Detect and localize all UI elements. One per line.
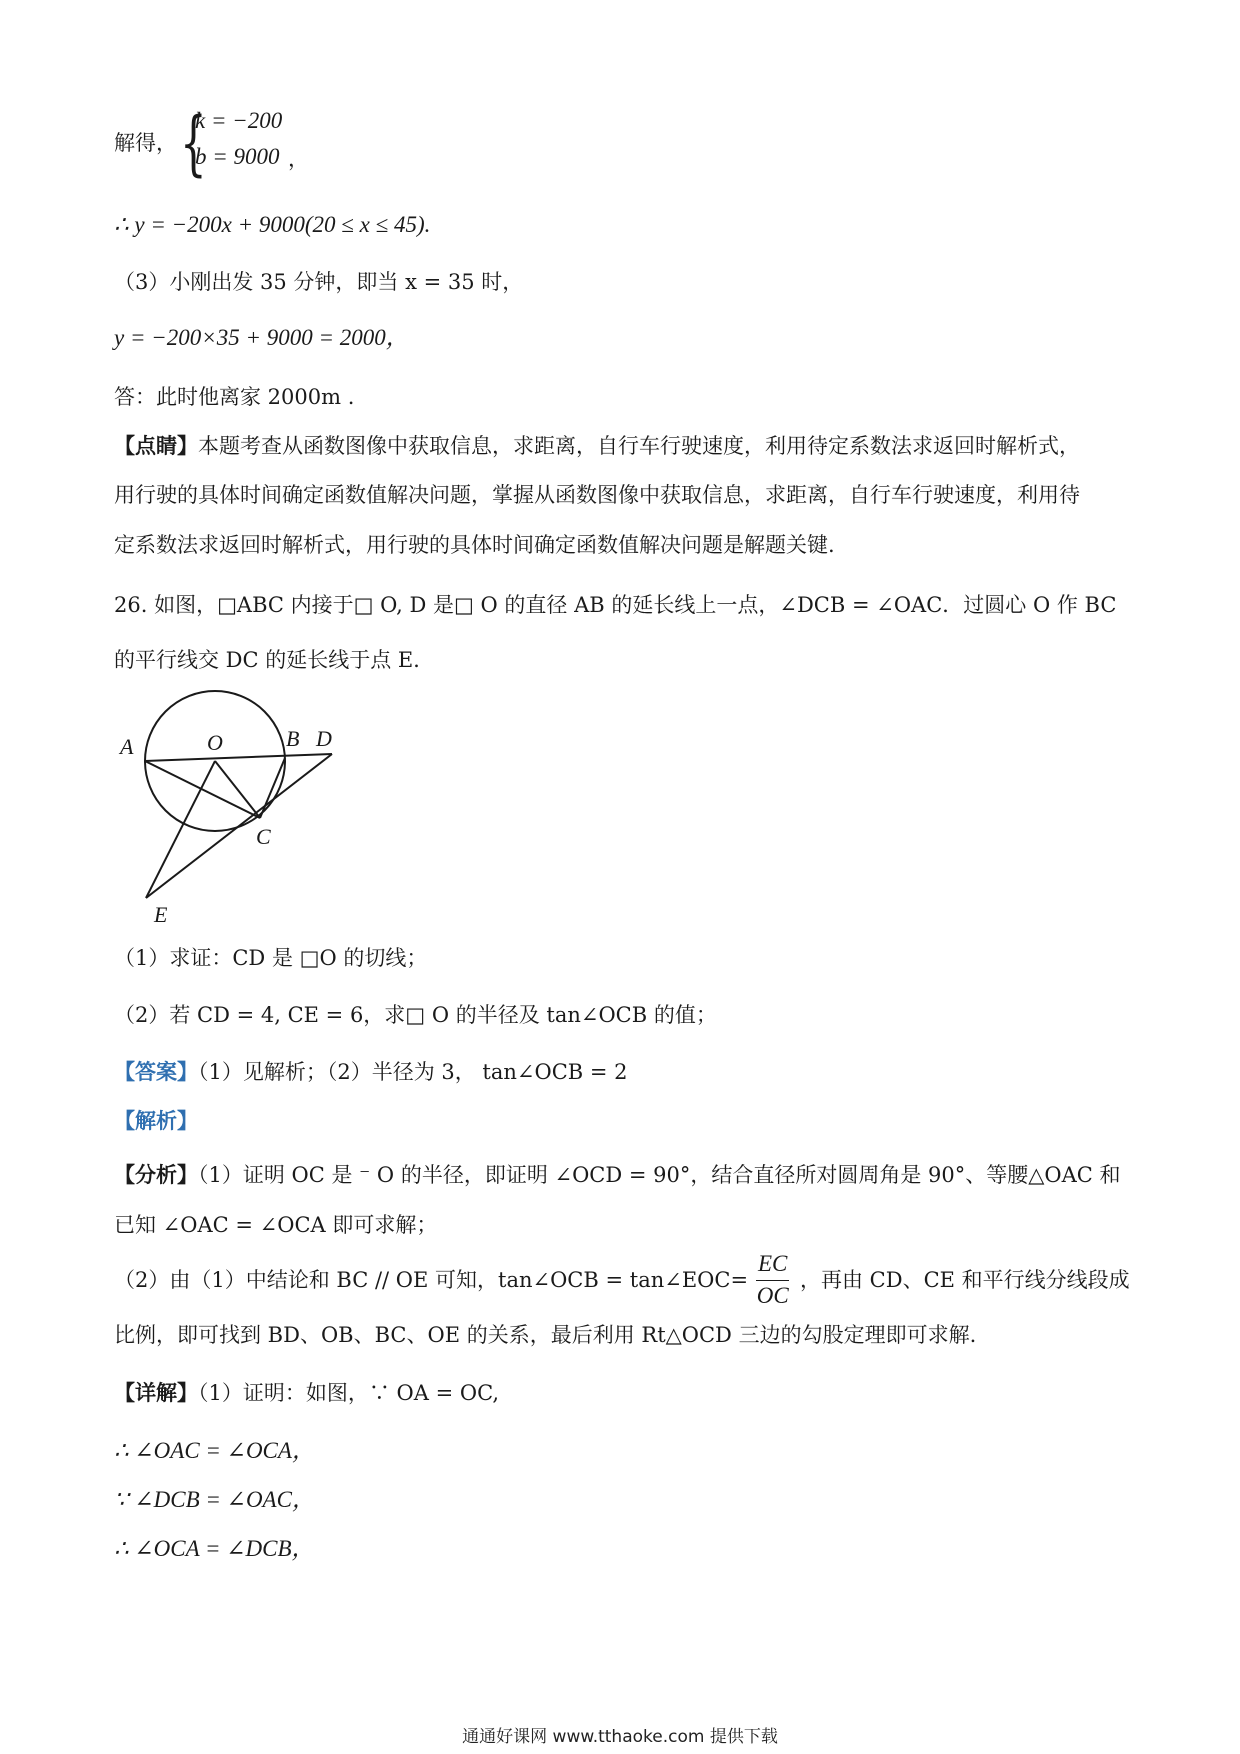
label-o: O: [207, 730, 223, 755]
b-equation: b = 9000: [195, 144, 280, 169]
k-equation: k = −200: [195, 108, 283, 133]
detail-line4: ∴ ∠OCA = ∠DCB，: [114, 1536, 315, 1561]
page-footer: 通通好课网 www.tthaoke.com 提供下载: [462, 1727, 778, 1747]
label-e: E: [154, 902, 168, 927]
comment-tag: 【点睛】: [114, 433, 198, 458]
analysis-line1: [114, 1160, 1121, 1190]
analysis-tag-inline: 【分析】: [114, 1162, 198, 1187]
line-ac: [145, 761, 260, 818]
question-2: （2）若 CD = 4, CE = 6，求□ O 的半径及 tan∠OCB 的值；: [114, 1003, 717, 1027]
answer-text: （1）见解析；（2）半径为 3， tan∠OCB = 2: [198, 1060, 628, 1084]
analysis-line4: 比例，即可找到 BD、OB、BC、OE 的关系，最后利用 Rt△OCD 三边的勾股定理即可求解.: [114, 1323, 977, 1347]
part3-heading: （3）小刚出发 35 分钟，即当 x = 35 时，: [114, 270, 524, 294]
solve-prefix: 解得，: [114, 131, 177, 155]
system-comma: ，: [288, 147, 309, 171]
answer-tag: 【答案】: [114, 1059, 198, 1084]
label-c: C: [256, 824, 271, 849]
analysis-line2: 已知 ∠OAC = ∠OCA 即可求解；: [114, 1213, 438, 1237]
line-ad: [145, 754, 332, 761]
comment-line2: 用行驶的具体时间确定函数值解决问题，掌握从函数图像中获取信息，求距离，自行车行驶速度，利用待: [114, 483, 1080, 507]
fraction-ec-oc: [756, 1250, 789, 1311]
detail-line1: [114, 1378, 499, 1408]
detail-line3: ∵ ∠DCB = ∠OAC，: [114, 1487, 315, 1512]
analysis-line3-suffix: ，再由 CD、CE 和平行线分线段成: [800, 1268, 1130, 1292]
analysis-tag: 【解析】: [114, 1108, 198, 1133]
comment-line3: 定系数法求返回时解析式，用行驶的具体时间确定函数值解决问题是解题关键.: [114, 533, 835, 557]
fraction-denominator: OC: [756, 1283, 789, 1308]
y-function: ∴ y = −200x + 9000(20 ≤ x ≤ 45).: [114, 212, 431, 237]
fraction-numerator: EC: [756, 1250, 789, 1281]
label-a: A: [120, 734, 134, 759]
part3-calc: y = −200×35 + 9000 = 2000，: [114, 325, 409, 350]
detail-text1: （1）证明：如图，∵ OA = OC,: [198, 1381, 500, 1405]
geometry-figure: [110, 688, 350, 928]
question-1: （1）求证：CD 是 □O 的切线；: [114, 946, 428, 970]
line-oc: [215, 761, 260, 818]
label-d: D: [316, 726, 332, 751]
answer-line: [114, 1057, 628, 1087]
comment-text1: 本题考查从函数图像中获取信息，求距离，自行车行驶速度，利用待定系数法求返回时解析式，: [198, 434, 1080, 458]
part3-answer: 答：此时他离家 2000m .: [114, 385, 355, 409]
detail-tag: 【详解】: [114, 1380, 198, 1405]
line-bc: [260, 758, 285, 818]
label-b: B: [286, 726, 300, 751]
system-brace: {: [180, 102, 207, 184]
comment-line1: [114, 431, 1080, 461]
problem26-line2: 的平行线交 DC 的延长线于点 E．: [114, 648, 435, 672]
detail-line2: ∴ ∠OAC = ∠OCA，: [114, 1438, 315, 1463]
analysis-line3-prefix: （2）由（1）中结论和 BC // OE 可知，tan∠OCB = tan∠EOC=: [114, 1268, 749, 1292]
problem26-line1: 26. 如图，□ABC 内接于□ O, D 是□ O 的直径 AB 的延长线上一点，∠DCB = ∠OAC．过圆心 O 作 BC: [114, 593, 1117, 617]
analysis-text1: （1）证明 OC 是 ⁻ O 的半径，即证明 ∠OCD = 90°，结合直径所对圆周角是 90°、等腰△OAC 和: [198, 1163, 1121, 1187]
